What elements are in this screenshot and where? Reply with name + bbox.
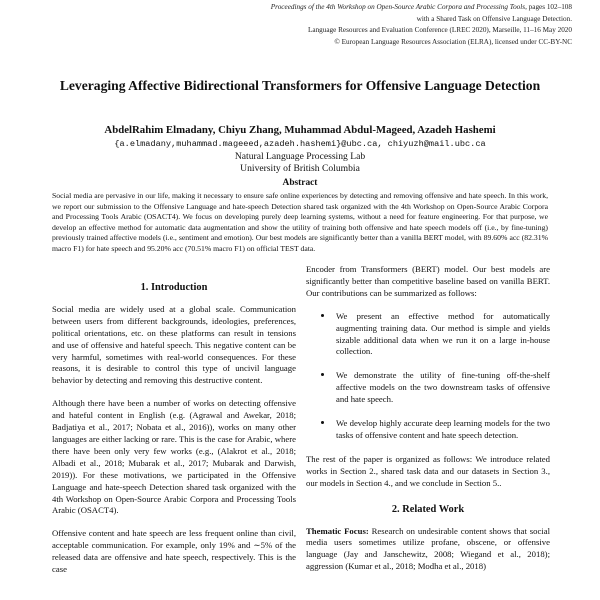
author-list: AbdelRahim Elmadany, Chiyu Zhang, Muhammad Abdul-Mageed, Azadeh Hashemi [104,124,496,136]
related-work-paragraph [306,526,550,574]
related-work-heading: 2. Related Work [391,503,465,515]
author-emails: {a.elmadany,muhammad.mageeed,azadeh.hashemi}@ubc.ca, chiyuzh@mail.ubc.ca [114,139,486,149]
related-work-text: Research on undesirable content shows that social media users sometimes utilize profane, obscene, or offensive language (Jay and Janschewitz, 2008; Wiegand et al., 2018); aggression (Kumar et al., 2018; Modha et al., 2018) [306,525,550,572]
paper-outline: The rest of the paper is organized as follows: We introduce related works in Section 2., shared task data and our datasets in Section 3., our models in Section 4., and we conclude in Section 5.. [306,453,550,488]
introduction-heading: 1. Introduction [140,282,208,293]
contribution-item: • We present an effective method for automatically augmenting training data. Our method is simple and yields sizable additional data when we run it on a large in-house collection. [334,311,550,359]
license-line: © European Language Resources Association (ELRA), licensed under CC-BY-NC [334,37,572,46]
intro-paragraph: Offensive content and hate speech are less frequent online than civil, acceptable communication. For example, only 19% and ∼5% of the released data are offensive and hate speech, respectively. This is the case [52,528,296,575]
paper-title: Leveraging Affective Bidirectional Transformers for Offensive Language Detection [59,78,541,93]
page-range: , pages 102–108 [525,3,572,11]
thematic-focus-label: Thematic Focus: [306,525,369,536]
abstract-heading: Abstract [282,178,318,188]
contribution-list [306,311,550,442]
venue-name: Proceedings of the 4th Workshop on Open-Source Arabic Corpora and Processing Tools [270,3,526,11]
affiliation [30,151,570,175]
contribution-item: • We demonstrate the utility of fine-tuning off-the-shelf affective models on the two downstream tasks of offensive and hate speech. [334,370,550,406]
affiliation-university: University of British Columbia [240,163,360,174]
header-line-2: with a Shared Task on Offensive Language Detection. [416,14,572,23]
header-line-3: Language Resources and Evaluation Conference (LREC 2020), Marseille, 11–16 May 2020 [308,26,572,35]
intro-paragraph: Social media are widely used at a global scale. Communication between users from different backgrounds, ideologies, preferences, political orientations, etc. on these platforms can result in tensions and use of offensive and hateful speech. This negative content can be very harmful, sometimes with real-world consequences. For these reasons, it is desirable to control this type of uncivil language behavior by detecting and removing this destructive content. [52,303,296,386]
contribution-item: • We develop highly accurate deep learning models for the two tasks of offensive content and hate speech detection. [334,418,550,442]
proceedings-header [212,2,572,48]
left-column [52,282,296,587]
intro-continuation: Encoder from Transformers (BERT) model. Our best models are significantly better than competitive baseline based on vanilla BERT. Our contributions can be summarized as follows: [306,264,550,298]
abstract-text: Social media are pervasive in our life, making it necessary to ensure safe online experiences by detecting and removing offensive and hate speech. In this work, we report our submission to the Offensive Language and hate-speech Detection shared task organized with the 4th Workshop on Open-Source Arabic Corpora and Processing Tools Arabic (OSACT4). We focus on developing purely deep learning systems, without a need for feature engineering. For that purpose, we develop an effective method for automatic data augmentation and show the utility of training both offensive and hate speech models off (i.e., by fine-tuning) previously trained affective models (i.e., sentiment and emotion). Our best models are significantly better than a vanilla BERT model, with 89.60% acc (82.31% macro F1) for hate speech and 95.20% acc (70.51% macro F1) on official TEST data. [52,191,548,253]
affiliation-lab: Natural Language Processing Lab [234,151,366,162]
right-column [306,264,550,584]
intro-paragraph: Although there have been a number of works on detecting offensive and hateful content in English (e.g. (Agrawal and Awekar, 2018; Badjatiya et al., 2017; Nobata et al., 2016)), works on many other languages are either lacking or rare. This is the case for Arabic, where there have been only very few works (e.g., (Alakrot et al., 2018; Albadi et al., 2018; Mubarak et al., 2017; Mubarak and Darwish, 2019)). For these motivations, we participated in the Offensive Language and hate-speech Detection shared task organized with the 4th Workshop on Open-Source Arabic Corpora and Processing Tools Arabic (OSACT4). [52,398,296,516]
